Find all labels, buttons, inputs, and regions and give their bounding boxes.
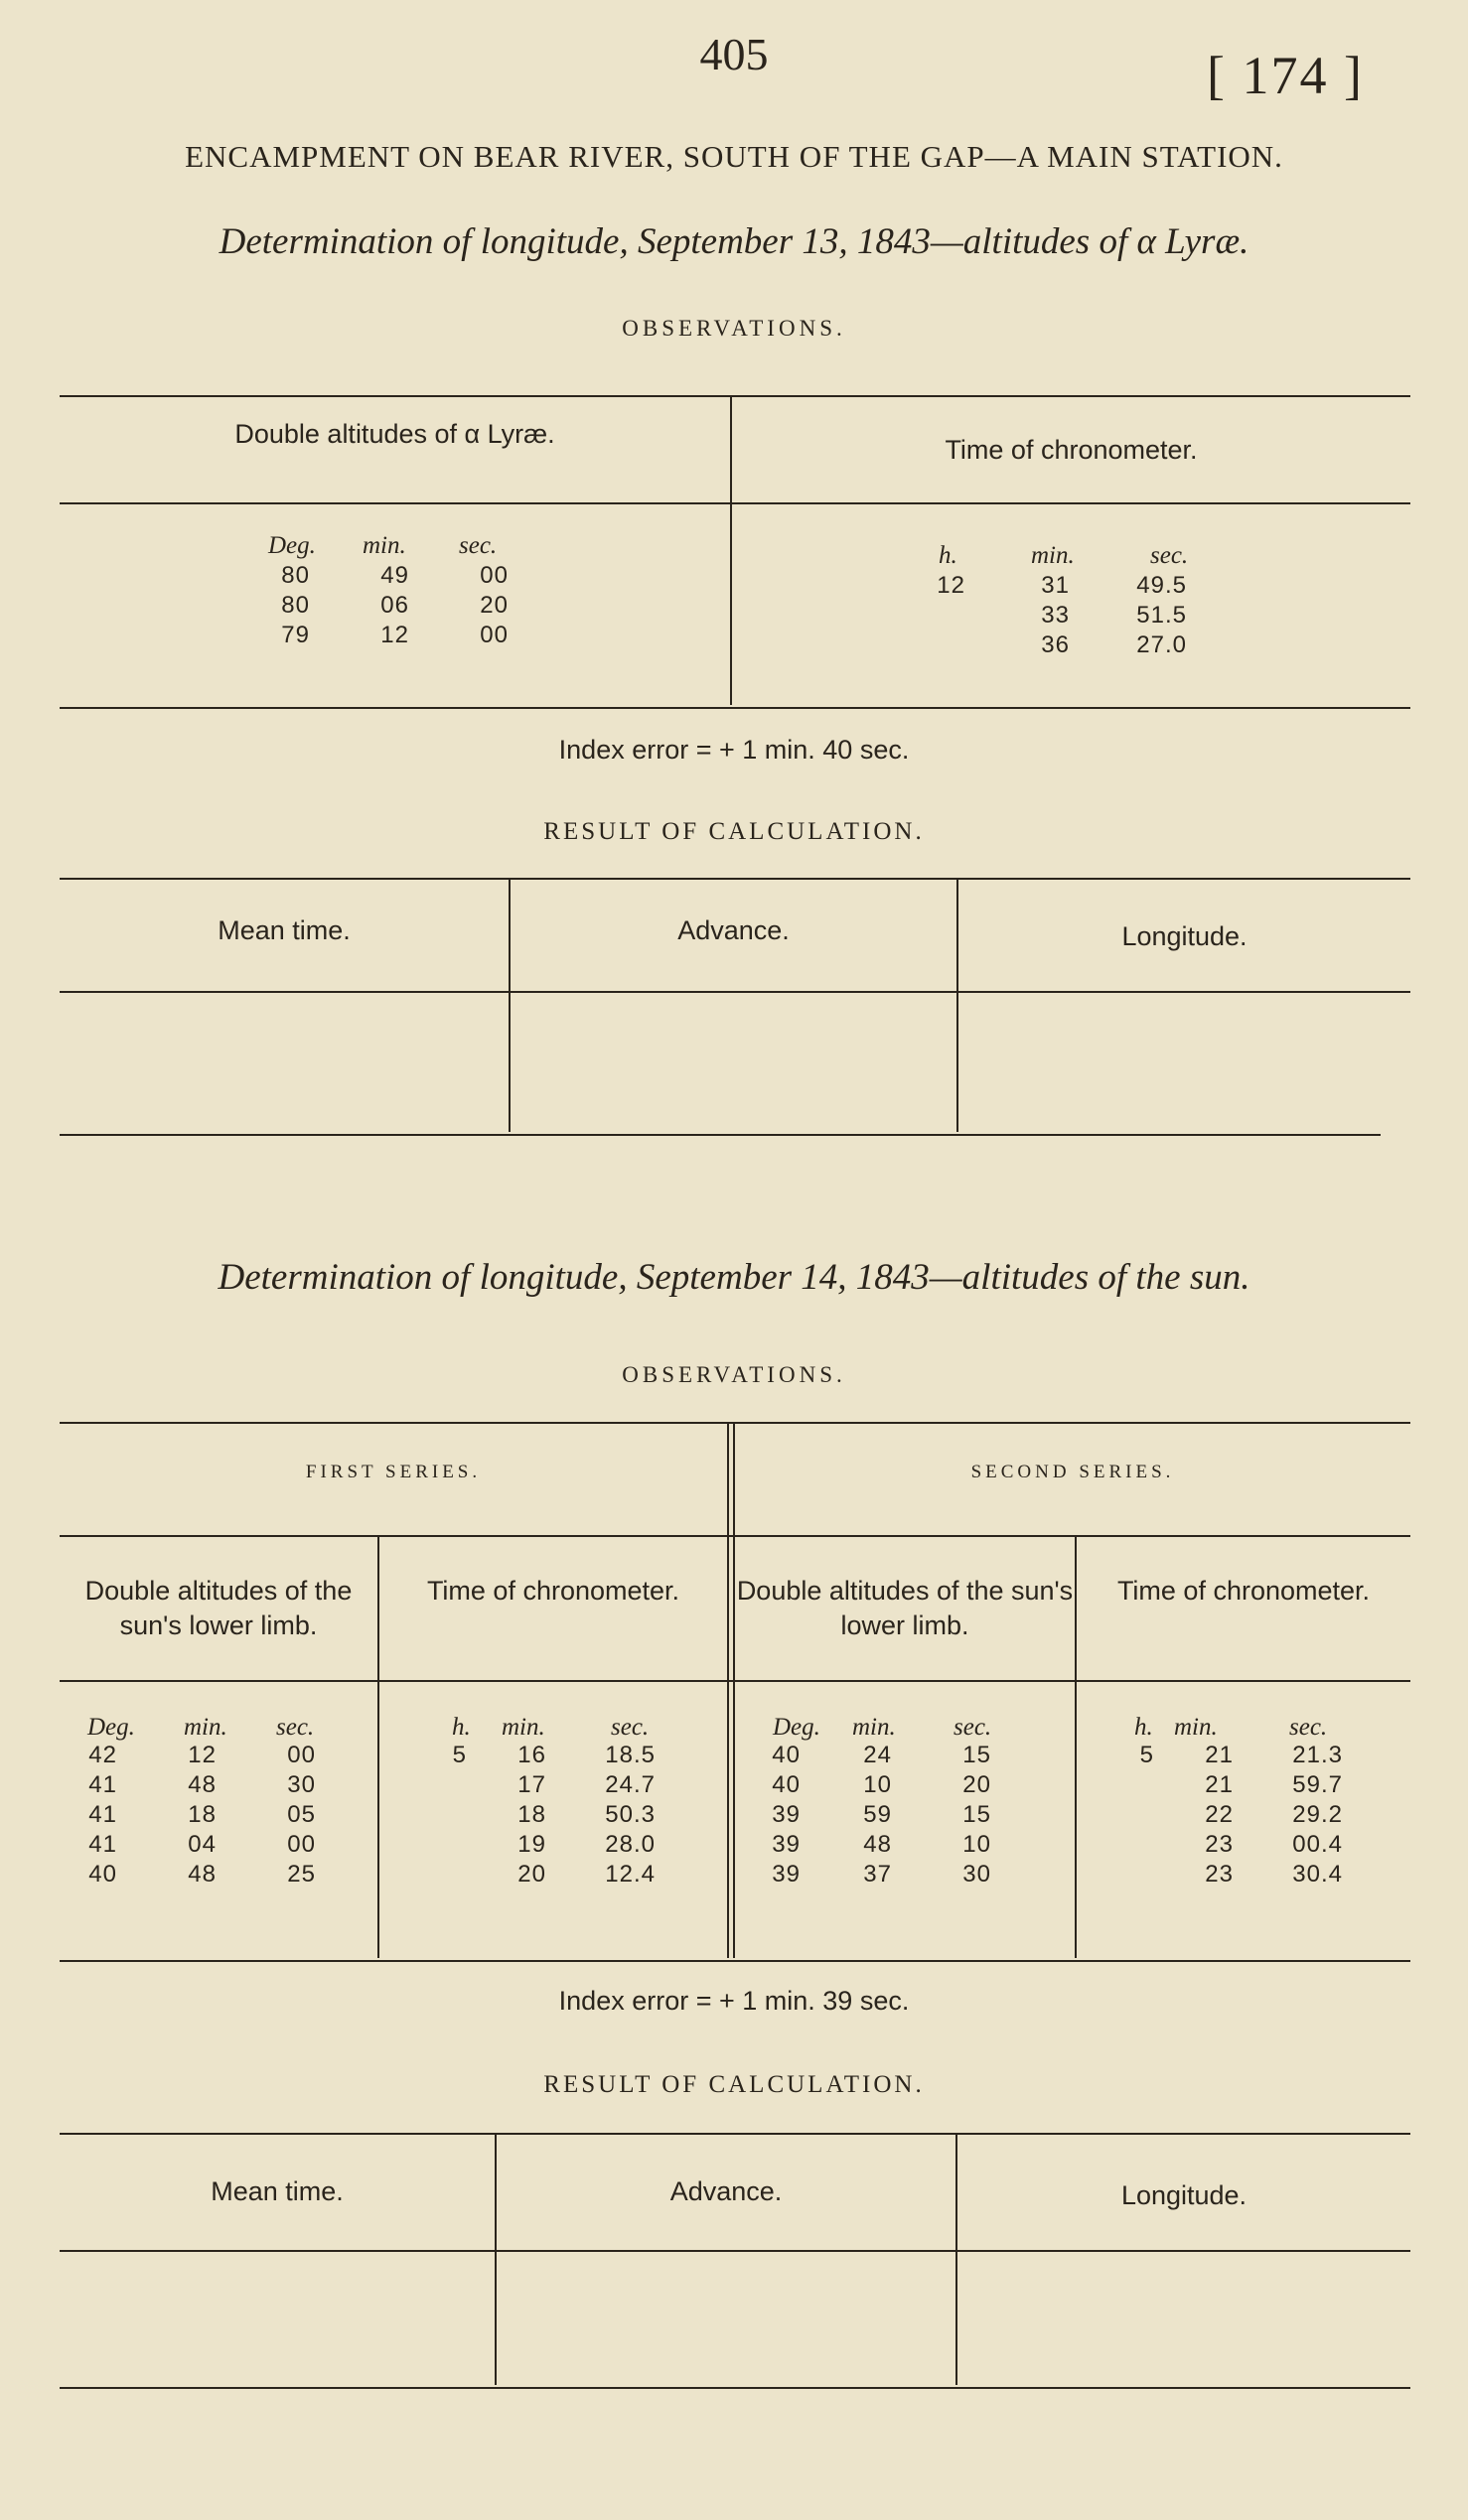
table-row <box>447 1742 656 1769</box>
deg-value: 40 <box>772 1742 801 1768</box>
table-row <box>83 1771 316 1799</box>
second-time-list <box>1134 1742 1343 1889</box>
deg-value: 79 <box>281 622 310 648</box>
table-row <box>447 1831 656 1859</box>
min-value: 36 <box>1041 631 1070 658</box>
min-value: 19 <box>517 1831 546 1858</box>
section1-observations-label: OBSERVATIONS. <box>622 316 846 341</box>
unit-deg: Deg. <box>268 532 316 559</box>
section2-observations-label: OBSERVATIONS. <box>622 1362 846 1387</box>
deg-value: 80 <box>281 562 310 589</box>
table-row <box>767 1771 991 1799</box>
min-value: 06 <box>380 592 409 619</box>
deg-value: 80 <box>281 592 310 619</box>
min-value: 10 <box>863 1771 892 1798</box>
table-row <box>936 631 1187 659</box>
h-value <box>447 1801 467 1829</box>
table-row <box>83 1831 316 1859</box>
unit-sec: sec. <box>276 1714 315 1741</box>
table-row <box>767 1742 991 1769</box>
col-header-time-first: Time of chronometer. <box>426 1576 680 1606</box>
h-value <box>1134 1801 1154 1829</box>
sec-value: 28.0 <box>605 1831 656 1858</box>
table-rule <box>727 1422 729 1958</box>
col-header-mean-time: Mean time. <box>218 915 351 945</box>
table-rule <box>733 1422 735 1958</box>
min-value: 21 <box>1205 1742 1234 1768</box>
h-value <box>1134 1861 1154 1889</box>
h-value <box>447 1831 467 1859</box>
table-row <box>83 1861 316 1889</box>
table-row <box>1134 1861 1343 1889</box>
sec-value: 21.3 <box>1292 1742 1343 1768</box>
table-row <box>447 1801 656 1829</box>
min-value: 49 <box>380 562 409 589</box>
table-row <box>270 592 509 620</box>
sec-value: 20 <box>962 1771 991 1798</box>
col-header-advance: Advance. <box>669 2176 783 2206</box>
col-header-altitudes-first: Double altitudes of the sun's lower limb. <box>84 1576 353 1641</box>
unit-min: min. <box>363 532 406 559</box>
h-value <box>936 602 965 630</box>
min-value: 48 <box>188 1861 217 1888</box>
h-value: 12 <box>937 572 965 599</box>
unit-h: h. <box>1134 1714 1153 1741</box>
sec-value: 12.4 <box>605 1861 656 1888</box>
table-row <box>1134 1801 1343 1829</box>
second-series-header: SECOND SERIES. <box>970 1462 1175 1482</box>
deg-value: 39 <box>772 1831 801 1858</box>
h-value: 5 <box>1139 1742 1154 1768</box>
col-header-longitude: Longitude. <box>1120 2180 1248 2210</box>
unit-min: min. <box>1031 542 1075 569</box>
sec-value: 15 <box>962 1801 991 1828</box>
min-value: 48 <box>863 1831 892 1858</box>
h-value: 5 <box>452 1742 467 1768</box>
table-rule <box>60 2387 1410 2389</box>
unit-sec: sec. <box>459 532 498 559</box>
min-value: 12 <box>188 1742 217 1768</box>
sec-value: 51.5 <box>1136 602 1187 629</box>
table-row <box>1134 1831 1343 1859</box>
col-header-altitudes: Double altitudes of α Lyræ. <box>234 419 555 449</box>
unit-deg: Deg. <box>87 1714 135 1741</box>
min-value: 16 <box>517 1742 546 1768</box>
min-value: 23 <box>1205 1831 1234 1858</box>
unit-min: min. <box>1174 1714 1218 1741</box>
table-row <box>936 572 1187 600</box>
min-value: 04 <box>188 1831 217 1858</box>
table-rule <box>956 878 958 1132</box>
unit-min: min. <box>502 1714 545 1741</box>
unit-h: h. <box>452 1714 471 1741</box>
unit-sec: sec. <box>1289 1714 1328 1741</box>
table-rule <box>60 395 1410 397</box>
first-altitude-list <box>83 1742 316 1889</box>
deg-value: 42 <box>88 1742 117 1768</box>
table-row <box>447 1771 656 1799</box>
sec-value: 20 <box>480 592 509 619</box>
table-rule <box>60 2250 1410 2252</box>
unit-sec: sec. <box>611 1714 650 1741</box>
min-value: 37 <box>863 1861 892 1888</box>
table-rule <box>60 1680 1410 1682</box>
sec-value: 10 <box>962 1831 991 1858</box>
table-rule <box>60 502 1410 504</box>
folio-number: [ 174 ] <box>1207 46 1364 105</box>
deg-value: 40 <box>88 1861 117 1888</box>
sec-value: 00.4 <box>1292 1831 1343 1858</box>
unit-h: h. <box>939 542 957 569</box>
table-rule <box>60 1535 1410 1537</box>
table-row <box>83 1742 316 1769</box>
page-number: 405 <box>699 29 769 79</box>
min-value: 17 <box>517 1771 546 1798</box>
table-row <box>936 602 1187 630</box>
sec-value: 00 <box>287 1742 316 1768</box>
unit-min: min. <box>852 1714 896 1741</box>
min-value: 18 <box>188 1801 217 1828</box>
unit-min: min. <box>184 1714 227 1741</box>
min-value: 22 <box>1205 1801 1234 1828</box>
deg-value: 41 <box>88 1771 117 1798</box>
page-heading: ENCAMPMENT ON BEAR RIVER, SOUTH OF THE GAP—A MAIN STATION. <box>185 139 1283 174</box>
deg-value: 41 <box>88 1801 117 1828</box>
h-value <box>936 631 965 659</box>
section2-result-label: RESULT OF CALCULATION. <box>543 2071 925 2098</box>
min-value: 33 <box>1041 602 1070 629</box>
h-value <box>447 1771 467 1799</box>
table-row <box>83 1801 316 1829</box>
table-rule <box>495 2133 497 2385</box>
table-row <box>1134 1742 1343 1769</box>
section1-index-error: Index error = + 1 min. 40 sec. <box>558 735 910 765</box>
table-row <box>270 562 509 590</box>
sec-value: 25 <box>287 1861 316 1888</box>
col-header-longitude: Longitude. <box>1121 921 1248 951</box>
col-header-time-second: Time of chronometer. <box>1116 1576 1371 1606</box>
section1-result-label: RESULT OF CALCULATION. <box>543 818 925 845</box>
section2-title: Determination of longitude, September 14, 1843—altitudes of the sun. <box>218 1257 1250 1298</box>
table-rule <box>60 1134 1381 1136</box>
sec-value: 29.2 <box>1292 1801 1343 1828</box>
sec-value: 30 <box>287 1771 316 1798</box>
table-row <box>270 622 509 649</box>
min-value: 24 <box>863 1742 892 1768</box>
section1-title: Determination of longitude, September 13, 1843—altitudes of α Lyræ. <box>219 221 1249 262</box>
deg-value: 40 <box>772 1771 801 1798</box>
deg-value: 39 <box>772 1861 801 1888</box>
table-rule <box>60 1422 1410 1424</box>
second-altitude-list <box>767 1742 991 1889</box>
table-rule <box>955 2133 957 2385</box>
unit-sec: sec. <box>954 1714 992 1741</box>
sec-value: 50.3 <box>605 1801 656 1828</box>
sec-value: 15 <box>962 1742 991 1768</box>
h-value <box>1134 1831 1154 1859</box>
unit-sec: sec. <box>1150 542 1189 569</box>
sec-value: 30 <box>962 1861 991 1888</box>
min-value: 20 <box>517 1861 546 1888</box>
table-rule <box>60 2133 1410 2135</box>
h-value <box>447 1861 467 1889</box>
sec-value: 27.0 <box>1136 631 1187 658</box>
sec-value: 24.7 <box>605 1771 656 1798</box>
col-header-altitudes-second: Double altitudes of the sun's lower limb. <box>736 1576 1074 1641</box>
min-value: 59 <box>863 1801 892 1828</box>
min-value: 18 <box>517 1801 546 1828</box>
altitude-list <box>270 562 509 649</box>
first-series-header: FIRST SERIES. <box>305 1462 482 1482</box>
sec-value: 49.5 <box>1136 572 1187 599</box>
table-row <box>447 1861 656 1889</box>
table-row <box>767 1801 991 1829</box>
sec-value: 00 <box>480 562 509 589</box>
first-time-list <box>447 1742 656 1889</box>
deg-value: 41 <box>88 1831 117 1858</box>
table-rule <box>60 991 1410 993</box>
time-list <box>936 572 1187 659</box>
col-header-time: Time of chronometer. <box>945 435 1198 465</box>
table-rule <box>60 707 1410 709</box>
sec-value: 30.4 <box>1292 1861 1343 1888</box>
col-header-advance: Advance. <box>677 915 790 945</box>
deg-value: 39 <box>772 1801 801 1828</box>
table-rule <box>60 878 1410 880</box>
min-value: 23 <box>1205 1861 1234 1888</box>
min-value: 48 <box>188 1771 217 1798</box>
sec-value: 05 <box>287 1801 316 1828</box>
table-row <box>767 1831 991 1859</box>
col-header-mean-time: Mean time. <box>211 2176 344 2206</box>
sec-value: 00 <box>287 1831 316 1858</box>
table-row <box>1134 1771 1343 1799</box>
h-value <box>1134 1771 1154 1799</box>
min-value: 31 <box>1041 572 1070 599</box>
section2-index-error: Index error = + 1 min. 39 sec. <box>558 1986 910 2016</box>
unit-deg: Deg. <box>773 1714 820 1741</box>
sec-value: 18.5 <box>605 1742 656 1768</box>
sec-value: 00 <box>480 622 509 648</box>
min-value: 12 <box>380 622 409 648</box>
sec-value: 59.7 <box>1292 1771 1343 1798</box>
table-row <box>767 1861 991 1889</box>
table-rule <box>60 1960 1410 1962</box>
min-value: 21 <box>1205 1771 1234 1798</box>
